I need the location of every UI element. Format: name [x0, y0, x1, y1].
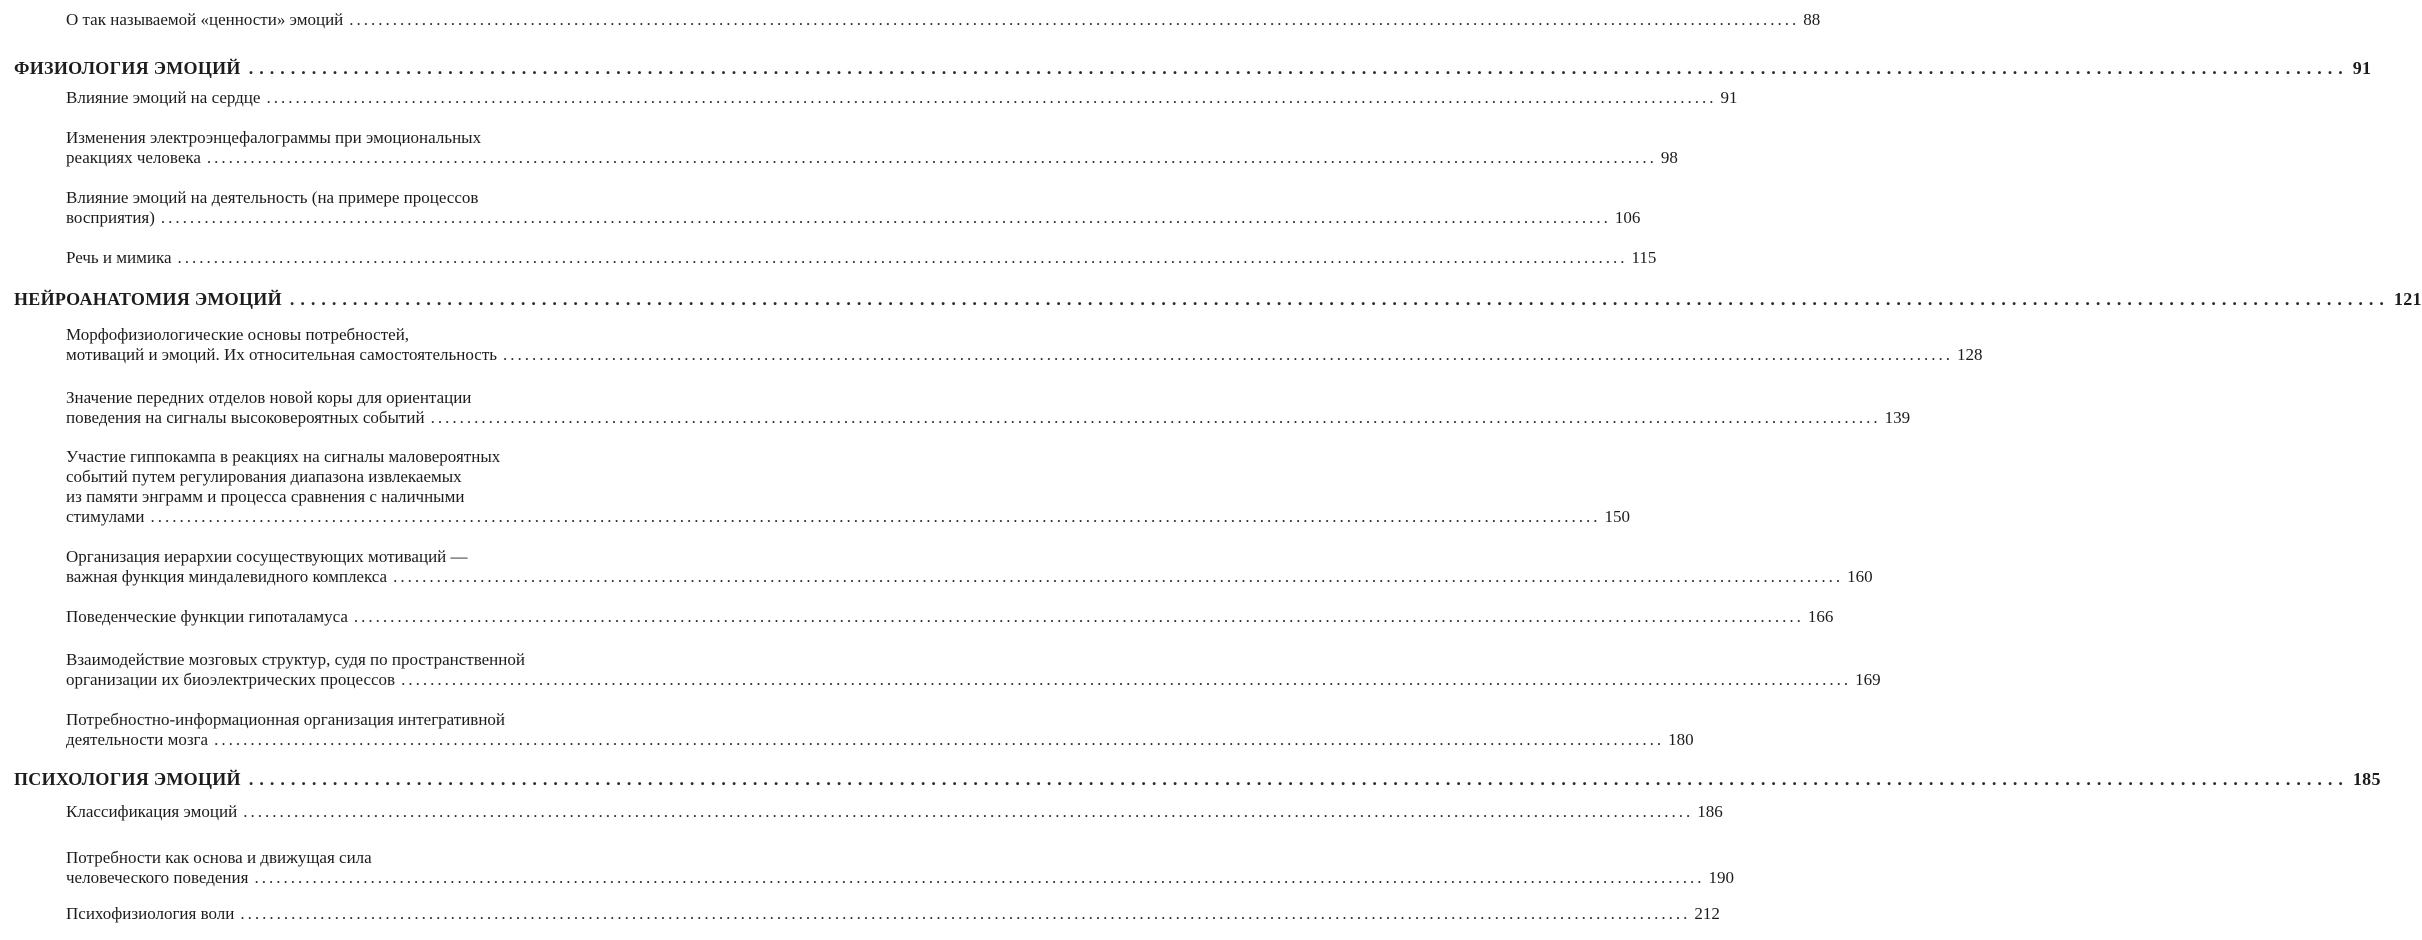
- toc-entry-line: [66, 408, 1911, 428]
- entry-title: важная функция миндалевидного комплекса: [66, 567, 388, 586]
- toc-entry-line: [66, 547, 468, 567]
- dot-leader: ........................................................................................................................................................................................................: [393, 567, 1844, 586]
- entry-title: Значение передних отделов новой коры для ориентации: [66, 388, 472, 407]
- dot-leader: ........................................................................................................................................................................................................: [248, 769, 2349, 789]
- dot-leader: ........................................................................................................................................................................................................: [243, 802, 1694, 821]
- section-title: НЕЙРОАНАТОМИЯ ЭМОЦИЙ: [14, 289, 282, 309]
- entry-title: Психофизиология воли: [66, 904, 235, 923]
- page-number: 185: [2352, 769, 2381, 789]
- entry-title: Морфофизиологические основы потребностей,: [66, 325, 410, 344]
- dot-leader: ........................................................................................................................................................................................................: [266, 88, 1717, 107]
- page-number: 128: [1957, 345, 1983, 364]
- entry-title: восприятия): [66, 208, 155, 227]
- toc-entry-line: [66, 802, 1723, 822]
- entry-title: Влияние эмоций на сердце: [66, 88, 261, 107]
- dot-leader: ........................................................................................................................................................................................................: [503, 345, 1954, 364]
- page-number: 115: [1631, 248, 1657, 267]
- entry-title: из памяти энграмм и процесса сравнения с наличными: [66, 487, 465, 506]
- dot-leader: ........................................................................................................................................................................................................: [206, 148, 1657, 167]
- dot-leader: ........................................................................................................................................................................................................: [240, 904, 1691, 923]
- entry-title: Организация иерархии сосуществующих мотиваций —: [66, 547, 468, 566]
- toc-entry-line: [66, 507, 1630, 527]
- entry-title: О так называемой «ценности» эмоций: [66, 10, 344, 29]
- entry-title: событий путем регулирования диапазона извлекаемых: [66, 467, 462, 486]
- dot-leader: ........................................................................................................................................................................................................: [349, 10, 1800, 29]
- toc-entry-line: [66, 188, 478, 208]
- section-title: ФИЗИОЛОГИЯ ЭМОЦИЙ: [14, 58, 241, 78]
- entry-title: Влияние эмоций на деятельность (на примере процессов: [66, 188, 479, 207]
- dot-leader: ........................................................................................................................................................................................................: [248, 58, 2349, 78]
- toc-entry-line: [14, 57, 2372, 79]
- page-number: 139: [1884, 408, 1911, 427]
- entry-title: Участие гиппокампа в реакциях на сигналы маловероятных: [66, 447, 501, 466]
- entry-title: Потребности как основа и движущая сила: [66, 848, 372, 867]
- page-number: 88: [1803, 10, 1821, 29]
- page-number: 180: [1668, 730, 1694, 749]
- toc-entry-line: [66, 710, 505, 730]
- page-number: 106: [1614, 208, 1641, 227]
- entry-title: Речь и мимика: [66, 248, 172, 267]
- dot-leader: ........................................................................................................................................................................................................: [254, 868, 1705, 887]
- toc-entry-line: [66, 607, 1834, 627]
- page-number: 190: [1708, 868, 1734, 887]
- page-number: 169: [1855, 670, 1881, 689]
- page-number: 212: [1694, 904, 1720, 923]
- toc-entry-line: [66, 730, 1694, 750]
- entry-title: организации их биоэлектрических процессов: [66, 670, 396, 689]
- toc-entry-line: [66, 650, 525, 670]
- page-number: 91: [2352, 58, 2372, 78]
- toc-entry-line: [66, 388, 471, 408]
- entry-title: Классификация эмоций: [66, 802, 238, 821]
- toc-entry-line: [66, 567, 1873, 587]
- toc-entry-line: [14, 288, 2422, 310]
- toc-entry-line: [66, 88, 1738, 108]
- entry-title: Взаимодействие мозговых структур, судя по пространственной: [66, 650, 525, 669]
- toc-entry-line: [66, 670, 1881, 690]
- toc-entry-line: [66, 447, 500, 467]
- page-number: 91: [1720, 88, 1738, 107]
- toc-entry-line: [66, 904, 1720, 924]
- toc-entry-line: [66, 487, 464, 507]
- entry-title: стимулами: [66, 507, 145, 526]
- page-number: 186: [1697, 802, 1723, 821]
- page-number: 166: [1807, 607, 1834, 626]
- page-number: 98: [1660, 148, 1678, 167]
- entry-title: поведения на сигналы высоковероятных событий: [66, 408, 425, 427]
- toc-entry-line: [66, 248, 1657, 268]
- page-number: 150: [1604, 507, 1630, 526]
- toc-entry-line: [66, 848, 372, 868]
- toc-entry-line: [66, 345, 1983, 365]
- page-number: 121: [2393, 289, 2422, 309]
- dot-leader: ........................................................................................................................................................................................................: [150, 507, 1601, 526]
- dot-leader: ........................................................................................................................................................................................................: [177, 248, 1628, 267]
- toc-entry-line: [66, 10, 1821, 30]
- entry-title: Поведенческие функции гипоталамуса: [66, 607, 348, 626]
- page-number: 160: [1847, 567, 1873, 586]
- dot-leader: ........................................................................................................................................................................................................: [430, 408, 1881, 427]
- toc-entry-line: [66, 148, 1678, 168]
- dot-leader: ........................................................................................................................................................................................................: [214, 730, 1665, 749]
- entry-title: Потребностно-информационная организация интегративной: [66, 710, 506, 729]
- toc-entry-line: [66, 208, 1641, 228]
- toc-entry-line: [66, 128, 481, 148]
- entry-title: мотиваций и эмоций. Их относительная самостоятельность: [66, 345, 498, 364]
- toc-entry-line: [66, 868, 1734, 888]
- dot-leader: ........................................................................................................................................................................................................: [160, 208, 1611, 227]
- entry-title: Изменения электроэнцефалограммы при эмоциональных: [66, 128, 482, 147]
- toc-entry-line: [66, 467, 462, 487]
- toc-entry-line: [66, 325, 409, 345]
- entry-title: реакциях человека: [66, 148, 201, 167]
- entry-title: человеческого поведения: [66, 868, 249, 887]
- toc-entry-line: [14, 768, 2381, 790]
- dot-leader: ........................................................................................................................................................................................................: [289, 289, 2390, 309]
- dot-leader: ........................................................................................................................................................................................................: [401, 670, 1852, 689]
- section-title: ПСИХОЛОГИЯ ЭМОЦИЙ: [14, 769, 241, 789]
- entry-title: деятельности мозга: [66, 730, 209, 749]
- dot-leader: ........................................................................................................................................................................................................: [353, 607, 1804, 626]
